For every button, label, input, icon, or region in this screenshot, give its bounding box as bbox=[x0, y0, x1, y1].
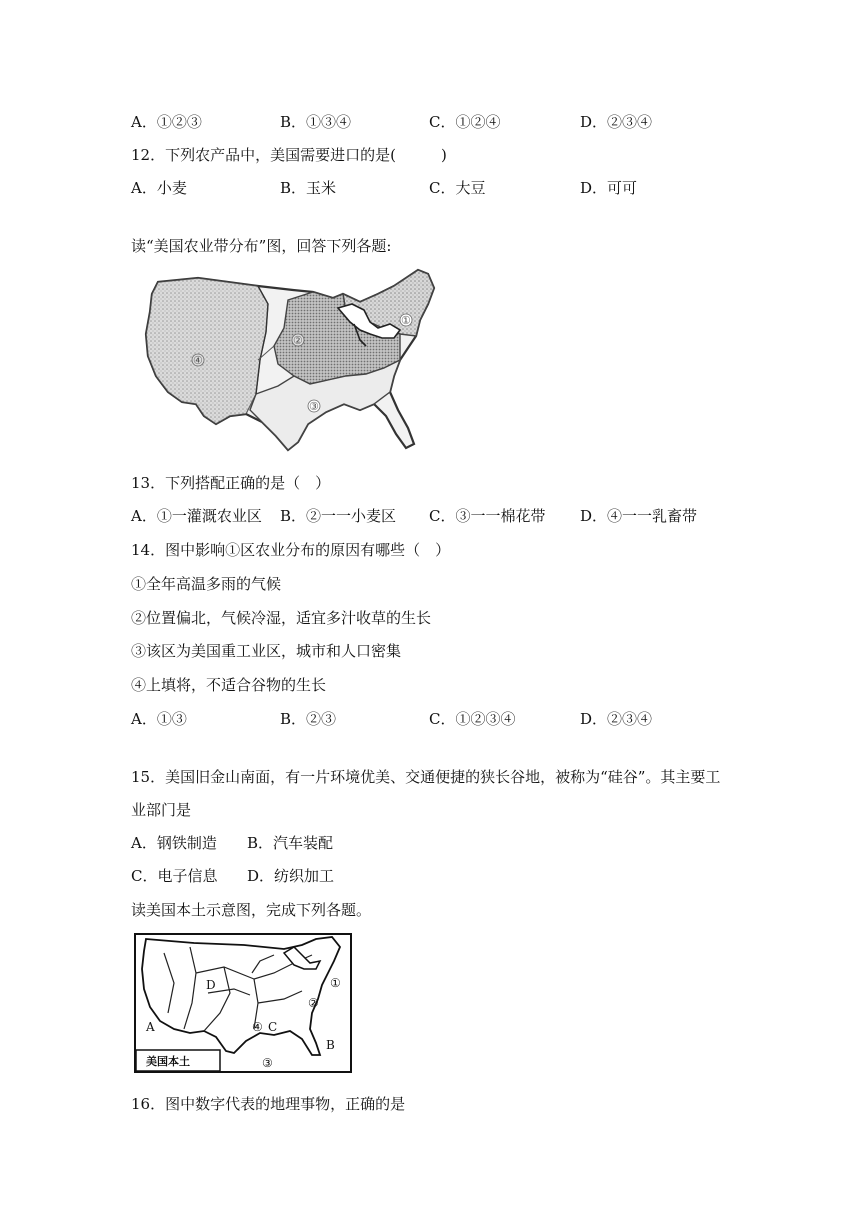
q14-item-3: ③该区为美国重工业区，城市和人口密集 bbox=[131, 642, 402, 660]
map2-caption: 美国本土 bbox=[146, 1055, 190, 1068]
map2-letter-c: C bbox=[268, 1020, 278, 1034]
q15-stem-line2: 业部门是 bbox=[131, 801, 192, 819]
us-mainland-map bbox=[134, 933, 352, 1073]
q16-stem: 16．图中数字代表的地理事物，正确的是 bbox=[131, 1095, 406, 1113]
intro-mainland-map: 读美国本土示意图，完成下列各题。 bbox=[131, 901, 372, 919]
map2-letter-d: D bbox=[206, 978, 216, 992]
map2-number-1: ① bbox=[330, 976, 341, 990]
q11-option-c: C．①②④ bbox=[429, 113, 501, 131]
q11-option-a: A．①②③ bbox=[131, 113, 202, 131]
q13-stem: 13．下列搭配正确的是（ ） bbox=[131, 474, 331, 492]
q15-option-a: A．钢铁制造 bbox=[131, 834, 217, 852]
q13-option-d: D．④一一乳畜带 bbox=[580, 507, 698, 525]
q12-stem: 12．下列农产品中，美国需要进口的是( ) bbox=[131, 146, 447, 164]
q12-option-b: B．玉米 bbox=[280, 179, 337, 197]
q14-stem: 14．图中影响①区农业分布的原因有哪些（ ） bbox=[131, 541, 451, 559]
q15-option-d: D．纺织加工 bbox=[247, 867, 335, 885]
map1-label-4: ④ bbox=[193, 354, 203, 367]
q13-option-b: B．②一一小麦区 bbox=[280, 507, 397, 525]
us-agriculture-belt-map bbox=[138, 264, 438, 458]
q11-option-d: D．②③④ bbox=[580, 113, 653, 131]
q14-option-b: B．②③ bbox=[280, 710, 337, 728]
q15-option-c: C．电子信息 bbox=[131, 867, 218, 885]
map2-number-2: ② bbox=[308, 996, 319, 1010]
region-4-west bbox=[146, 278, 268, 424]
q12-option-a: A．小麦 bbox=[131, 179, 187, 197]
q12-option-c: C．大豆 bbox=[429, 179, 486, 197]
q15-stem-line1: 15．美国旧金山南面，有一片环境优美、交通便捷的狭长谷地，被称为“硅谷”。其主要工 bbox=[131, 768, 721, 786]
q14-item-1: ①全年高温多雨的气候 bbox=[131, 575, 282, 593]
q14-option-a: A．①③ bbox=[131, 710, 187, 728]
map2-number-4: ④ bbox=[252, 1020, 263, 1034]
q12-option-d: D．可可 bbox=[580, 179, 638, 197]
q14-option-d: D．②③④ bbox=[580, 710, 653, 728]
map1-label-2: ② bbox=[293, 334, 303, 347]
q13-option-c: C．③一一棉花带 bbox=[429, 507, 546, 525]
q14-option-c: C．①②③④ bbox=[429, 710, 516, 728]
q14-item-2: ②位置偏北，气候冷湿，适宜多汁收草的生长 bbox=[131, 609, 432, 627]
intro-agriculture-map: 读“美国农业带分布”图，回答下列各题: bbox=[131, 237, 392, 255]
map1-label-3: ③ bbox=[309, 400, 319, 413]
map2-number-3: ③ bbox=[262, 1056, 273, 1070]
q15-option-b: B．汽车装配 bbox=[247, 834, 334, 852]
q14-item-4: ④上填将，不适合谷物的生长 bbox=[131, 676, 327, 694]
q13-option-a: A．①一灌溉农业区 bbox=[131, 507, 262, 525]
map2-letter-b: B bbox=[326, 1038, 335, 1052]
map2-letter-a: A bbox=[146, 1020, 155, 1034]
q11-option-b: B．①③④ bbox=[280, 113, 352, 131]
map1-label-1: ① bbox=[401, 314, 411, 327]
